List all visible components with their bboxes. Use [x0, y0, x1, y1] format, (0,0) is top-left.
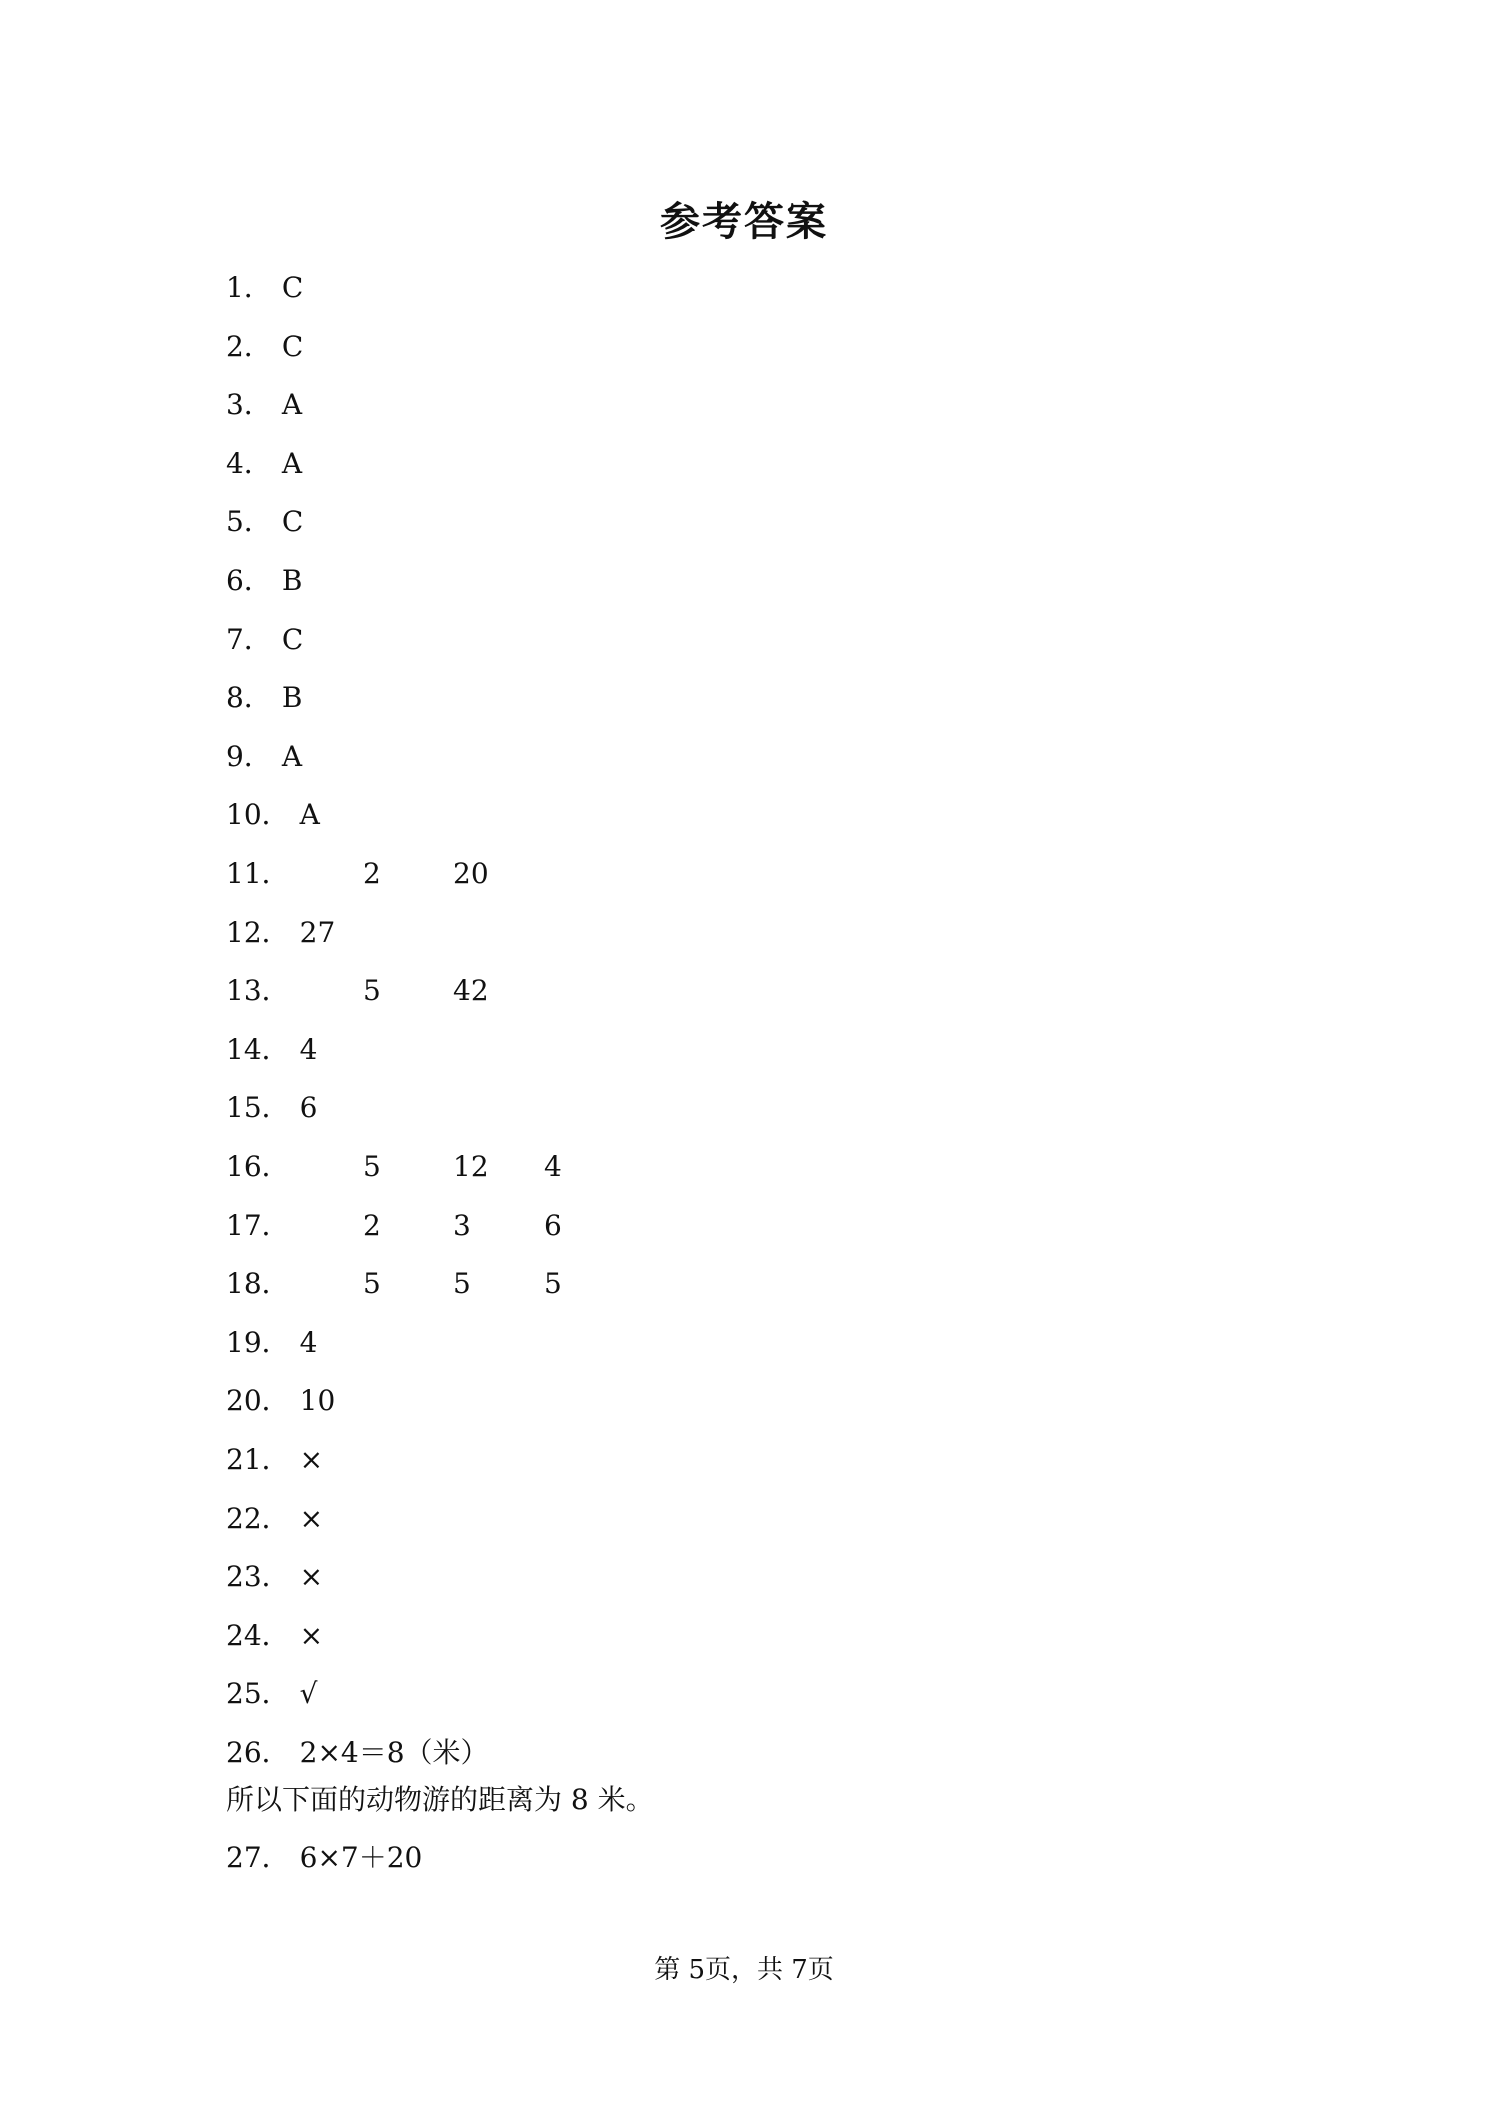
- answer-value: A: [281, 447, 303, 480]
- question-number: 2．: [226, 330, 272, 363]
- page-title: 参考答案: [660, 198, 828, 245]
- answer-value: C: [281, 271, 304, 304]
- answer-row: [226, 1616, 323, 1656]
- answer-row: [226, 385, 302, 425]
- answer-value: 20: [453, 857, 489, 890]
- answer-value: A: [281, 388, 303, 421]
- answer-row: [226, 1147, 562, 1187]
- question-number: 11．: [226, 857, 290, 890]
- question-number: 17．: [226, 1209, 290, 1242]
- question-number: 18．: [226, 1267, 290, 1300]
- question-number: 20．: [226, 1384, 290, 1417]
- answer-value: 12: [453, 1150, 489, 1183]
- answer-value: 4: [299, 1326, 318, 1359]
- answer-row: [226, 1733, 489, 1773]
- answer-value: 6: [299, 1091, 318, 1124]
- answer-value: 5: [363, 1150, 381, 1183]
- answer-value: C: [281, 623, 304, 656]
- question-number: 25．: [226, 1677, 290, 1710]
- answer-row: [226, 1030, 317, 1070]
- answer-value: ×: [299, 1619, 324, 1652]
- question-number: 8．: [226, 681, 272, 714]
- question-number: 27．: [226, 1841, 290, 1874]
- answer-value: 5: [363, 1267, 381, 1300]
- answer-row: [226, 1088, 317, 1128]
- answer-value: 6: [544, 1209, 562, 1242]
- answer-value: ×: [299, 1502, 324, 1535]
- question-number: 10．: [226, 798, 290, 831]
- answer-row: [226, 1838, 422, 1878]
- answer-row: [226, 268, 303, 308]
- answer-row: [226, 502, 303, 542]
- question-number: 5．: [226, 505, 272, 538]
- answer-value: C: [281, 330, 304, 363]
- question-number: 4．: [226, 447, 272, 480]
- page-footer: 第 5页，共 7页: [654, 1955, 834, 1985]
- answer-value: C: [281, 505, 304, 538]
- answer-row: [226, 561, 302, 601]
- answer-value: B: [281, 681, 303, 714]
- answer-row: [226, 1323, 317, 1363]
- question-number: 7．: [226, 623, 272, 656]
- answer-row: [226, 1674, 317, 1714]
- answer-row: [226, 1206, 562, 1246]
- answer-value: 2: [363, 1209, 381, 1242]
- answer-row: [226, 620, 303, 660]
- answer-value: 4: [544, 1150, 562, 1183]
- answer-value: B: [281, 564, 303, 597]
- answer-value: ×: [299, 1560, 324, 1593]
- answer-26-explanation: 所以下面的动物游的距离为 8 米。: [226, 1783, 654, 1816]
- answer-value: A: [299, 798, 320, 831]
- answer-row: [226, 1557, 323, 1597]
- answer-row: [226, 795, 320, 835]
- question-number: 14．: [226, 1033, 290, 1066]
- answer-row: [226, 737, 302, 777]
- question-number: 6．: [226, 564, 272, 597]
- answer-value: 5: [363, 974, 381, 1007]
- answer-value: 4: [299, 1033, 318, 1066]
- answer-value: 3: [453, 1209, 471, 1242]
- question-number: 13．: [226, 974, 290, 1007]
- answer-row: [226, 444, 302, 484]
- question-number: 22．: [226, 1502, 290, 1535]
- question-number: 16．: [226, 1150, 290, 1183]
- question-number: 26．: [226, 1736, 290, 1769]
- answer-value: ×: [299, 1443, 324, 1476]
- answer-row: [226, 854, 489, 894]
- answer-value: 5: [453, 1267, 471, 1300]
- answer-value: 2×4＝8（米）: [299, 1736, 489, 1769]
- answer-row: [226, 1499, 323, 1539]
- answer-row: [226, 1264, 562, 1304]
- answer-value: 2: [363, 857, 381, 890]
- answer-row: [226, 327, 303, 367]
- question-number: 15．: [226, 1091, 290, 1124]
- question-number: 3．: [226, 388, 272, 421]
- answer-value: 42: [453, 974, 489, 1007]
- question-number: 24．: [226, 1619, 290, 1652]
- question-number: 12．: [226, 916, 290, 949]
- answer-row: [226, 1440, 323, 1480]
- answer-value: 5: [544, 1267, 562, 1300]
- question-number: 1．: [226, 271, 272, 304]
- answer-value: 6×7＋20: [299, 1841, 423, 1874]
- answer-value: 10: [299, 1384, 336, 1417]
- answer-row: [226, 678, 302, 718]
- question-number: 21．: [226, 1443, 290, 1476]
- question-number: 19．: [226, 1326, 290, 1359]
- answer-row: [226, 971, 489, 1011]
- question-number: 9．: [226, 740, 272, 773]
- answer-row: [226, 913, 335, 953]
- answer-value: 27: [299, 916, 336, 949]
- question-number: 23．: [226, 1560, 290, 1593]
- answer-value: A: [281, 740, 303, 773]
- answer-row: [226, 1381, 335, 1421]
- answer-value: √: [299, 1677, 318, 1710]
